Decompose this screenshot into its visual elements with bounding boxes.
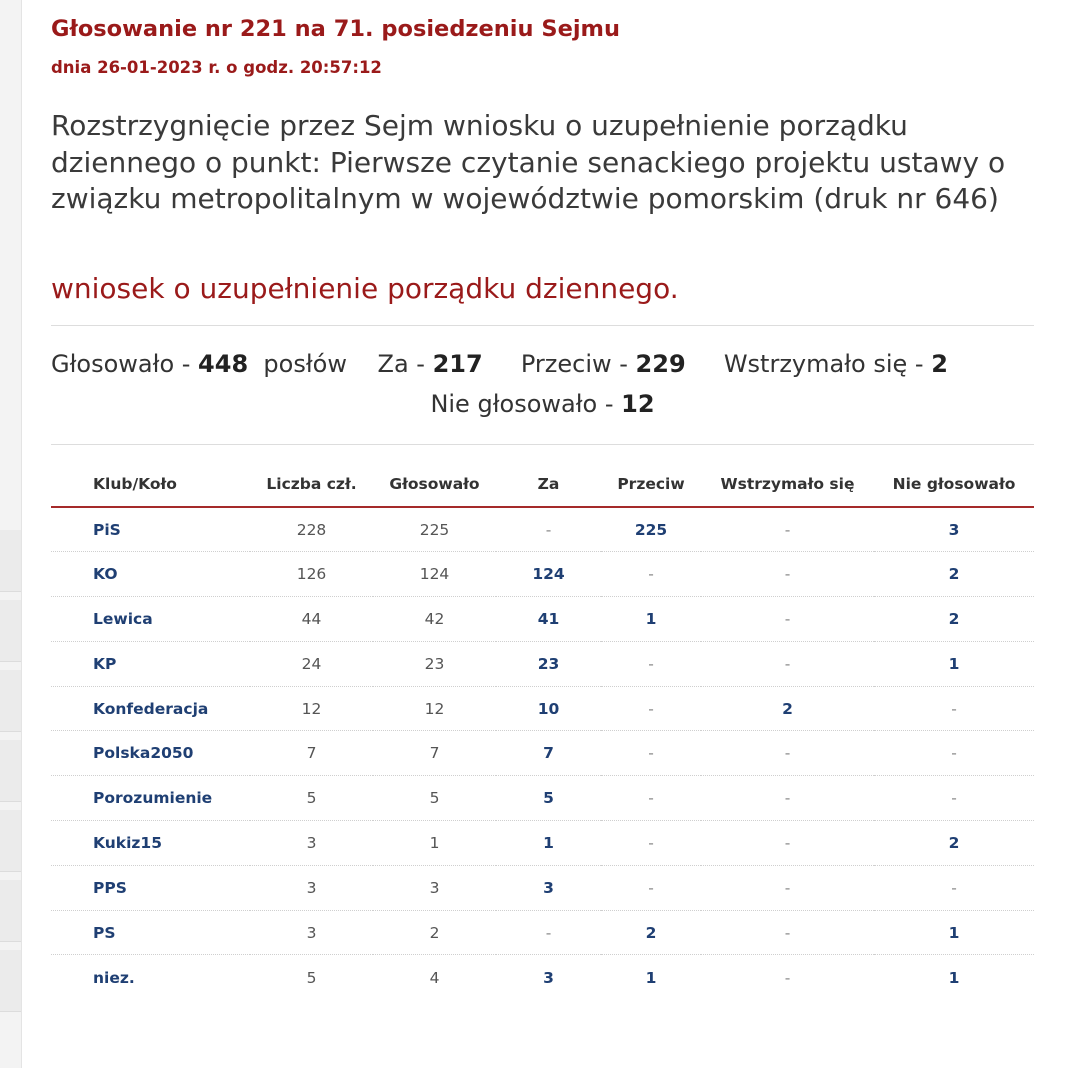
for-count: 217 bbox=[432, 350, 483, 378]
voted-count: 448 bbox=[198, 350, 249, 378]
table-row bbox=[51, 865, 1034, 910]
voted-count: 4 bbox=[429, 968, 440, 987]
col-header-voted[interactable]: Głosowało bbox=[373, 461, 496, 507]
voted-count: 23 bbox=[373, 641, 496, 686]
club-name[interactable]: PS bbox=[51, 910, 250, 955]
left-edge-segment bbox=[0, 740, 21, 802]
club-name[interactable]: niez. bbox=[93, 968, 135, 987]
voted-count: 42 bbox=[373, 597, 496, 642]
left-edge-segment bbox=[0, 670, 21, 732]
voted-count: 12 bbox=[373, 686, 496, 731]
table-row bbox=[51, 597, 1034, 642]
not-voted-count[interactable]: 2 bbox=[874, 552, 1034, 597]
against-count[interactable]: 1 bbox=[645, 968, 657, 987]
not-voted-count[interactable]: 1 bbox=[874, 910, 1034, 955]
abstain-count: - bbox=[701, 731, 874, 776]
left-edge-segment bbox=[0, 950, 21, 1012]
vote-topic: Rozstrzygnięcie przez Sejm wniosku o uzupełnienie porządku dziennego o punkt: Pierwsze czytanie senackiego projektu ustawy o związku metropolitalnym w województwie pomorskim (druk nr 646) bbox=[51, 109, 1006, 215]
for-count[interactable]: 3 bbox=[543, 968, 554, 987]
voted-count: 124 bbox=[373, 552, 496, 597]
left-edge-segment bbox=[0, 810, 21, 872]
divider bbox=[51, 444, 1034, 445]
voted-count: 5 bbox=[373, 776, 496, 821]
members-count: 228 bbox=[250, 507, 373, 552]
club-name[interactable]: Polska2050 bbox=[51, 731, 250, 776]
col-header-for[interactable]: Za bbox=[496, 461, 601, 507]
abstain-count: - bbox=[701, 776, 874, 821]
deputies-label: posłów bbox=[263, 350, 347, 378]
against-count: - bbox=[601, 776, 701, 821]
not-voted-count: 12 bbox=[621, 390, 655, 418]
not-voted-count[interactable]: 1 bbox=[948, 968, 960, 987]
against-count: 229 bbox=[635, 350, 686, 378]
against-count: - bbox=[601, 641, 701, 686]
voted-count: 7 bbox=[373, 731, 496, 776]
table-row bbox=[51, 507, 1034, 552]
not-voted-count[interactable]: 3 bbox=[874, 507, 1034, 552]
divider bbox=[51, 325, 1034, 326]
abstain-count: - bbox=[701, 552, 874, 597]
members-count: 5 bbox=[306, 968, 317, 987]
against-count[interactable]: 1 bbox=[601, 597, 701, 642]
for-count[interactable]: 3 bbox=[496, 865, 601, 910]
for-count[interactable]: 23 bbox=[496, 641, 601, 686]
not-voted-count: - bbox=[874, 686, 1034, 731]
abstain-count: - bbox=[701, 821, 874, 866]
against-count: - bbox=[601, 821, 701, 866]
for-label: Za - bbox=[377, 350, 433, 378]
not-voted-summary bbox=[51, 390, 1034, 418]
left-edge-segment bbox=[0, 530, 21, 592]
abstain-count: - bbox=[701, 865, 874, 910]
table-row bbox=[51, 910, 1034, 955]
not-voted-label: Nie głosowało - bbox=[430, 390, 622, 418]
club-name[interactable]: KP bbox=[51, 641, 250, 686]
club-name[interactable]: Kukiz15 bbox=[51, 821, 250, 866]
against-count[interactable]: 225 bbox=[601, 507, 701, 552]
abstain-count[interactable]: 2 bbox=[701, 686, 874, 731]
abstain-count: - bbox=[701, 597, 874, 642]
members-count: 126 bbox=[250, 552, 373, 597]
table-row bbox=[51, 821, 1034, 866]
not-voted-count[interactable]: 1 bbox=[874, 641, 1034, 686]
not-voted-count[interactable]: 2 bbox=[874, 597, 1034, 642]
voted-count: 3 bbox=[373, 865, 496, 910]
for-count[interactable]: 41 bbox=[496, 597, 601, 642]
table-row bbox=[51, 955, 1034, 1000]
not-voted-count: - bbox=[874, 865, 1034, 910]
table-row bbox=[51, 641, 1034, 686]
for-count[interactable]: 10 bbox=[496, 686, 601, 731]
for-count: - bbox=[496, 507, 601, 552]
abstain-count: 2 bbox=[931, 350, 948, 378]
members-count: 12 bbox=[250, 686, 373, 731]
members-count: 7 bbox=[250, 731, 373, 776]
abstain-count: - bbox=[701, 507, 874, 552]
club-name[interactable]: KO bbox=[51, 552, 250, 597]
members-count: 3 bbox=[250, 865, 373, 910]
members-count: 5 bbox=[250, 776, 373, 821]
club-votes-table bbox=[51, 461, 1034, 1000]
against-count: - bbox=[601, 865, 701, 910]
voted-count: 1 bbox=[373, 821, 496, 866]
col-header-not-voted[interactable]: Nie głosowało bbox=[874, 461, 1034, 507]
vote-title: Głosowanie nr 221 na 71. posiedzeniu Sejmu bbox=[51, 16, 621, 42]
members-count: 3 bbox=[250, 821, 373, 866]
table-row bbox=[51, 776, 1034, 821]
abstain-label: Wstrzymało się - bbox=[723, 350, 932, 378]
vote-date: dnia 26-01-2023 r. o godz. 20:57:12 bbox=[51, 58, 382, 77]
for-count: - bbox=[496, 910, 601, 955]
members-count: 24 bbox=[250, 641, 373, 686]
table-header-row bbox=[51, 461, 1034, 507]
table-row bbox=[51, 686, 1034, 731]
left-edge-strip bbox=[0, 0, 22, 1068]
not-voted-count[interactable]: 2 bbox=[874, 821, 1034, 866]
abstain-count: - bbox=[701, 910, 874, 955]
against-count: - bbox=[601, 552, 701, 597]
club-name[interactable]: PiS bbox=[51, 507, 250, 552]
table-row bbox=[51, 552, 1034, 597]
club-name[interactable]: Porozumienie bbox=[51, 776, 250, 821]
against-count: - bbox=[601, 731, 701, 776]
col-header-members[interactable]: Liczba czł. bbox=[250, 461, 373, 507]
club-name[interactable]: Konfederacja bbox=[51, 686, 250, 731]
against-count[interactable]: 2 bbox=[601, 910, 701, 955]
col-header-abstain[interactable]: Wstrzymało się bbox=[701, 461, 874, 507]
members-count: 3 bbox=[250, 910, 373, 955]
for-count[interactable]: 124 bbox=[496, 552, 601, 597]
not-voted-count: - bbox=[874, 731, 1034, 776]
vote-summary bbox=[51, 350, 948, 378]
voted-count: 2 bbox=[373, 910, 496, 955]
voted-label: Głosowało - bbox=[51, 350, 199, 378]
abstain-count: - bbox=[784, 968, 791, 987]
left-edge-segment bbox=[0, 880, 21, 942]
for-count[interactable]: 5 bbox=[496, 776, 601, 821]
club-name[interactable]: Lewica bbox=[51, 597, 250, 642]
club-name[interactable]: PPS bbox=[51, 865, 250, 910]
table-row bbox=[51, 731, 1034, 776]
against-label: Przeciw - bbox=[520, 350, 636, 378]
members-count: 44 bbox=[250, 597, 373, 642]
abstain-count: - bbox=[701, 641, 874, 686]
motion-type: wniosek o uzupełnienie porządku dziennego. bbox=[51, 272, 679, 305]
for-count[interactable]: 1 bbox=[496, 821, 601, 866]
against-count: - bbox=[601, 686, 701, 731]
col-header-club[interactable]: Klub/Koło bbox=[51, 461, 250, 507]
for-count[interactable]: 7 bbox=[496, 731, 601, 776]
left-edge-segment bbox=[0, 600, 21, 662]
not-voted-count: - bbox=[874, 776, 1034, 821]
col-header-against[interactable]: Przeciw bbox=[601, 461, 701, 507]
voted-count: 225 bbox=[373, 507, 496, 552]
